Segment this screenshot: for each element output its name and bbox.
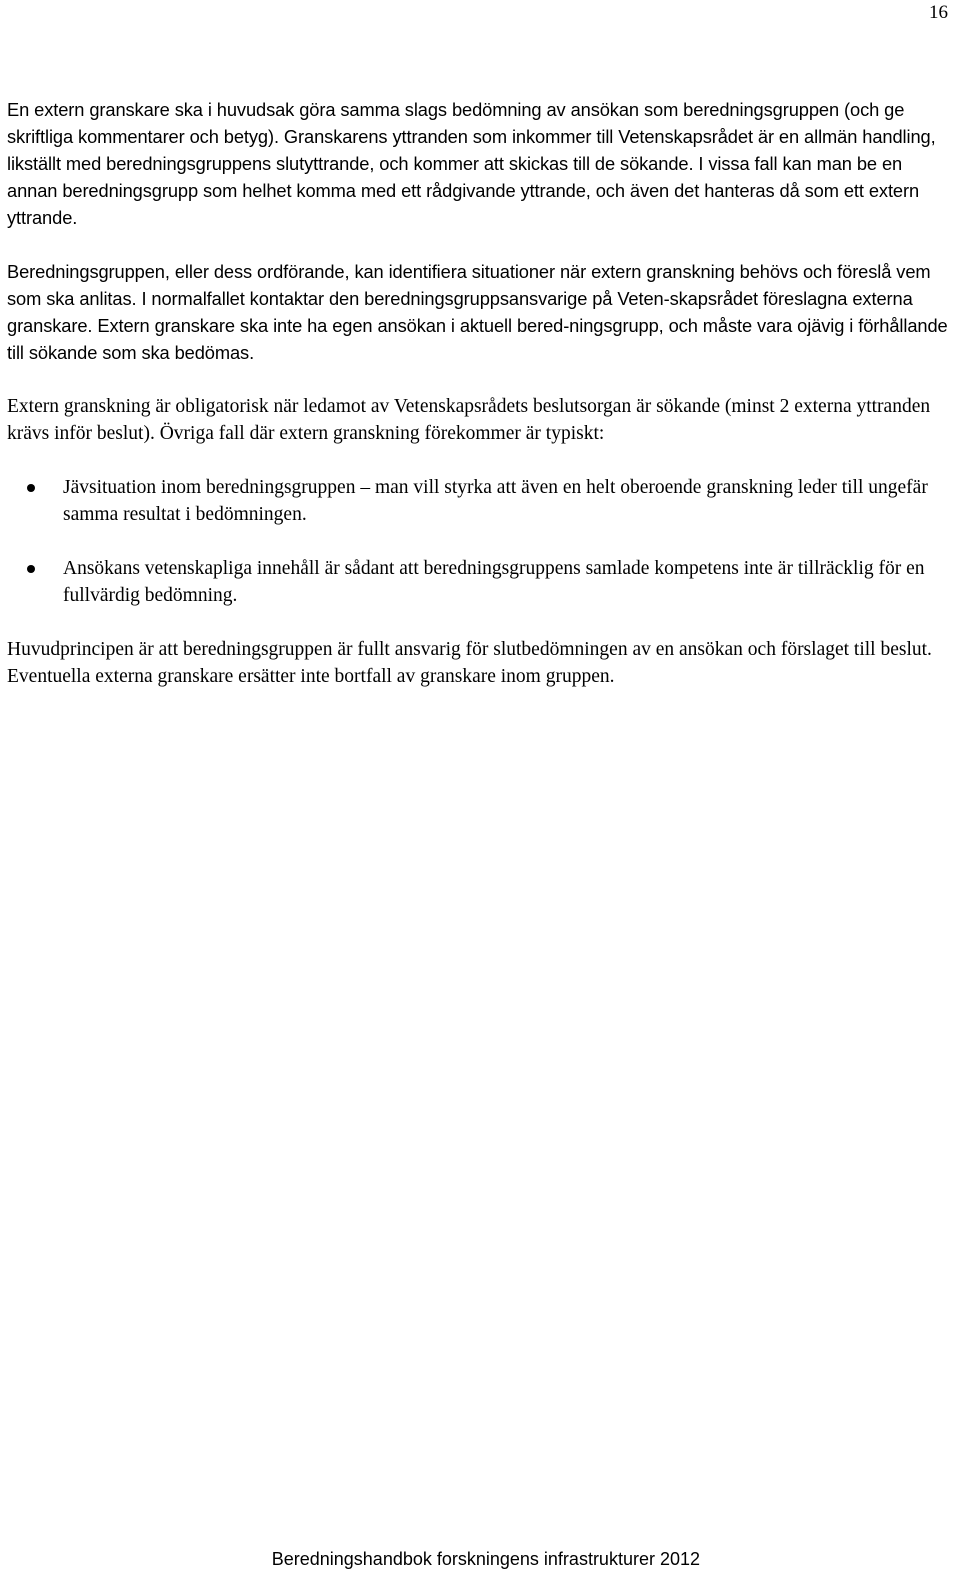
paragraph-review-proposal: Beredningsgruppen, eller dess ordförande, kan identifiera situationer när extern granskning behövs och föreslå vem som ska anlitas. I normalfallet kontaktar den beredningsgruppsansvarige på Veten-skapsrådet föreslagna externa granskare. Extern granskare ska inte ha egen ansökan i aktuell bered-ningsgrupp, och måste vara ojävig i förhållande till sökande som ska bedömas. [7, 261, 948, 363]
list-item [7, 555, 952, 609]
page-number: 16 [929, 2, 948, 23]
bullet-icon [27, 484, 35, 492]
paragraph-main-principle: Huvudprincipen är att beredningsgruppen är fullt ansvarig för slutbedömningen av en ansökan och förslaget till beslut. Eventuella externa granskare ersätter inte bortfall av granskare inom gruppen. [7, 639, 932, 687]
footer-text: Beredningshandbok forskningens infrastrukturer 2012 [271, 1549, 700, 1569]
list-item [7, 474, 952, 528]
bullet-icon [27, 565, 35, 573]
document-body [7, 96, 952, 690]
list-item-text: Ansökans vetenskapliga innehåll är sådant att beredningsgruppens samlade kompetens inte är tillräcklig för en fullvärdig bedömning. [63, 558, 925, 606]
paragraph-external-reviewer: En extern granskare ska i huvudsak göra samma slags bedömning av ansökan som beredningsgruppen (och ge skriftliga kommentarer och betyg). Granskarens yttranden som inkommer till Vetenskapsrådet är en allmän handling, likställt med beredningsgruppens slutyttrande, och kommer att skickas till de sökande. I vissa fall kan man be en annan beredningsgrupp som helhet komma med ett rådgivande yttrande, och även det hanteras då som ett extern yttrande. [7, 99, 936, 228]
bullet-list [7, 474, 952, 609]
list-item-text: Jävsituation inom beredningsgruppen – man vill styrka att även en helt oberoende granskning leder till ungefär samma resultat i bedömningen. [63, 477, 928, 525]
paragraph-mandatory-review: Extern granskning är obligatorisk när ledamot av Vetenskapsrådets beslutsorgan är sökande (minst 2 externa yttranden krävs inför beslut). Övriga fall där extern granskning förekommer är typiskt: [7, 396, 931, 444]
